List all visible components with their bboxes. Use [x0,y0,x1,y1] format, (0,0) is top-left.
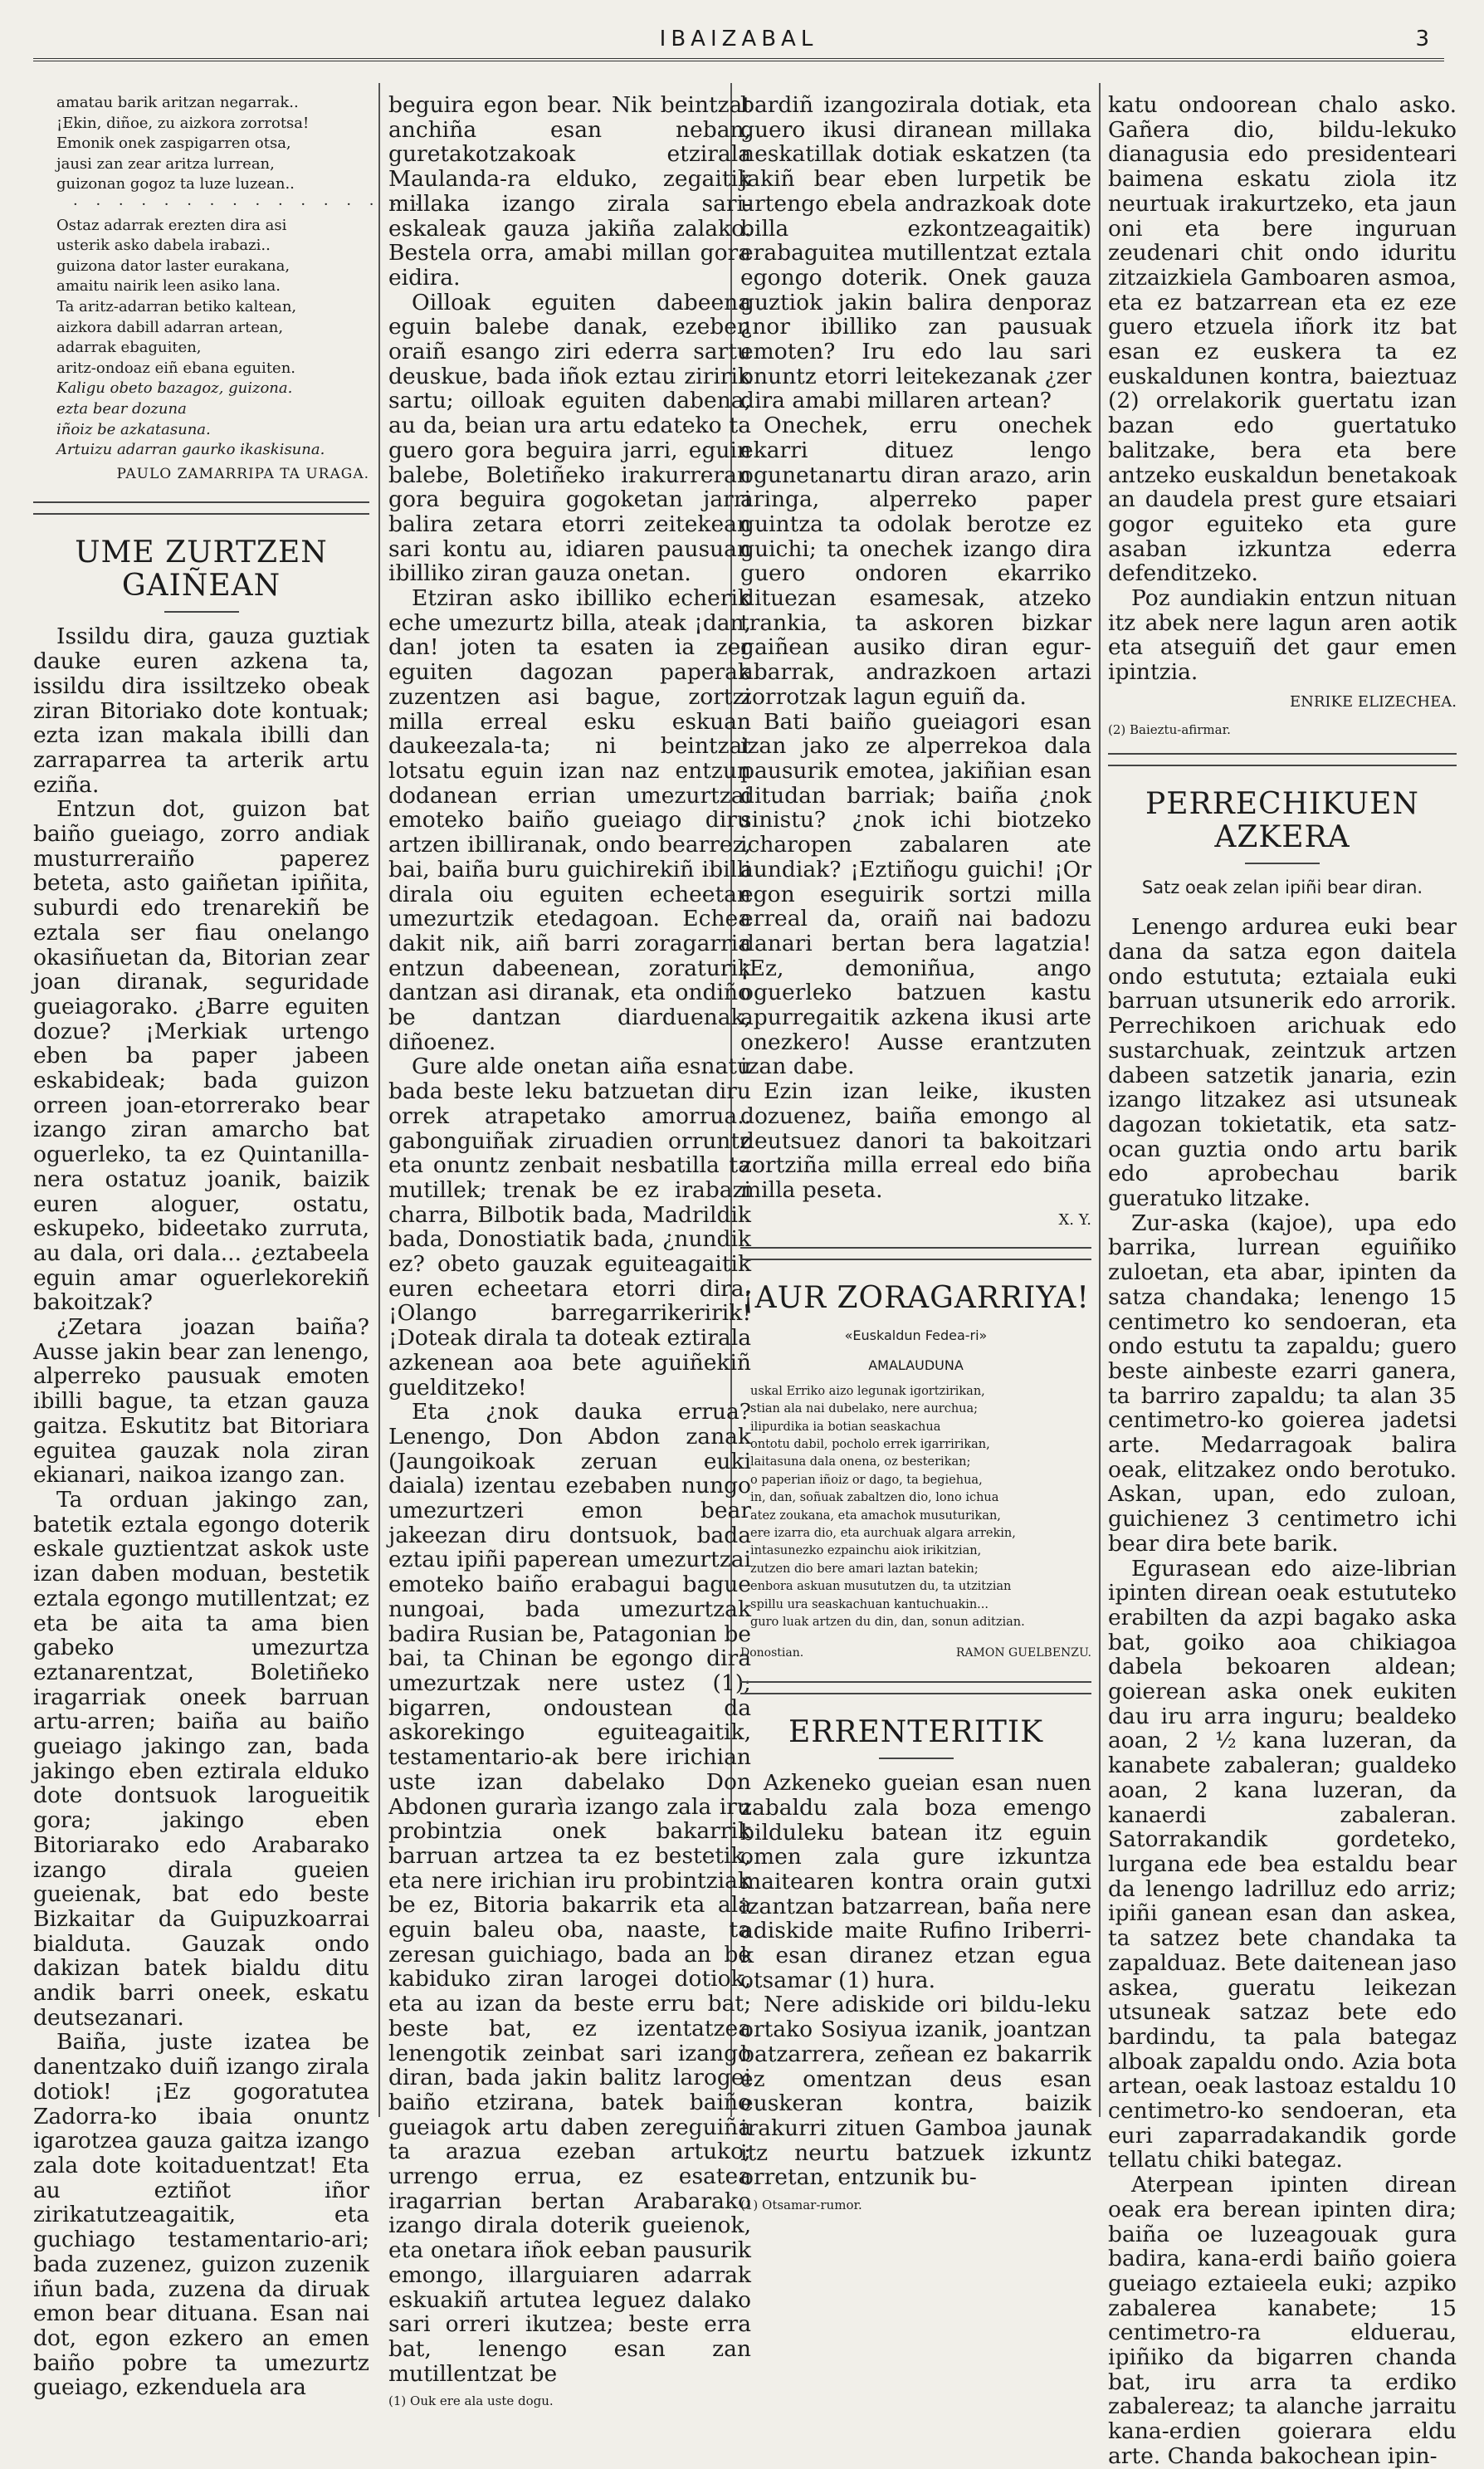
section-divider [740,1681,1091,1694]
title-rule [164,611,239,613]
poem-form: AMALAUDUNA [868,1357,964,1374]
dedication: «Euskaldun Fedea-ri» [844,1327,988,1344]
poem-line: Emonik onek zaspigarren otsa, [56,134,291,153]
footnote: (1) Ouk ere ala uste dogu. [388,2393,554,2409]
poem-line: guizona dator laster eurakana, [56,257,290,275]
paragraph: Lenengo ardurea euki bear dana da satza egon daitela ondo estututa; eztaiala euki barruan utsunerik edo arrorik. Perrechikoen arichuak edo sustarchuak, zeintzuk artzen dabeen satzetik janaria, ezin izango litzakez asi utsuneak dagozan tokietatik, eta satz-ocan guztia ondo artu barik edo aprobechau barik gueratuko litzake. [1108,914,1457,1212]
paragraph: Issildu dira, gauza guztiak dauke euren azkena ta, issildu dira issiltzeko obeak ziran Bitoriako dote kontuak; ezta izan makala ibilli dan zarraparrea ta arterik artu eziña. [33,623,369,798]
paragraph: Aterpean ipinten direan oeak era berean ipinten dira; baiña oe luzeagouak gura badira, kana-erdi baiño goiera gueiago eztaieela euki; azpiko zabalerea kanabete; 15 centimetro-ra elduerau, ipiñiko da bigarren chanda bat, iru arra ta erdiko zabalereaz; ta alanche jarraitu kana-erdien goierara eldu arte. Chanda bakochean ipin- [1108,2172,1457,2469]
paragraph: Ezin izan leike, ikusten dozuenez, baiña emongo al deutsuez danori ta bakoitzari zortziña milla erreal edo biña milla peseta. [740,1078,1091,1203]
paragraph: Onechek, erru onechek ekarri dituez lengo ogunetanartu diran arazo, arin aringa, alperreko paper guintza ta odolak berotze ez guichi; ta onechek izango dira guero ondoren ekarriko dituezan esamesak, atzeko trankia, ta askoren bizkar gaiñean ausiko diran egur-abarrak, andrazkoen artazi zorrotzak lagun eguiñ da. [740,413,1091,710]
column-1 [33,93,427,2401]
paragraph: Nere adiskide ori bildu-leku ortako Sosiyua izanik, joantzan batzarrera, zeñean ez bakarrik ez omentzan deus esan euskeran kontra, baizik irakurri zituen Gamboa jaunak itz neurtu batzuek izkuntz orretan, entzunik bu- [740,1992,1091,2191]
signature: ENRIKE ELIZECHEA. [1289,692,1457,711]
acrostic-poem [750,1383,1091,1632]
page-number: 3 [1415,27,1429,51]
poem-line: ere izarra dio, eta aurchuak algara arrekin, [750,1527,1016,1540]
column-divider [378,83,380,2117]
poem-line: stian ala nai dubelako, nere aurchua; [750,1402,979,1416]
newspaper-title: IBAIZABAL [659,27,818,51]
poem-line: aritz-ondoaz eiñ ebana eguiten. [56,359,296,377]
poem-signature: PAULO ZAMARRIPA TA URAGA. [116,465,369,482]
poem-line: aizkora dabill adarran artean, [56,318,284,336]
ellipsis-separator: · · · · · · · · · · · · · · · · [73,195,427,213]
paragraph: Entzun dot, guizon bat baiño gueiago, zorro andiak musturreraiño paperez beteta, asto gaiñetan ipiñita, suburdi edo trenarekiñ be eztala ser fiau onelango okasiñuetan da, Bitorian zear joan diranak, seguridade gueiagorako. ¿Barre eguiten dozue? ¡Merkiak urtengo eben ba paper jabeen eskabideak; bada guizon orreen joan-etorrerako bear izango ziran amarcho bat oguerleko, ta ez Quintanilla-nera ostatuz joanik, baizik euren aloguer, ostatu, eskupeko, bideetako zurruta, au dala, ori dala... ¿eztabeela eguin amar oguerlekorekiñ bakoitzak? [33,796,369,1316]
poem-line: Ta aritz-adarran betiko kaltean, [56,297,297,315]
article-title: UME ZURTZEN GAIÑEAN [75,535,328,604]
poem-line: jausi zan zear aritza lurrean, [56,154,275,173]
poem-title: ¡AUR ZORAGARRIYA! [742,1281,1090,1316]
poem-line: atez zoukana, eta amachok musuturikan, [750,1508,1001,1523]
poem-line: ¡Ekin, diñoe, zu aizkora zorrotsa! [56,114,310,132]
footnote: (1) Otsamar-rumor. [740,2198,862,2213]
poem-line: usterik asko dabela irabazi.. [56,237,271,255]
paragraph: katu ondoorean chalo asko. Gañera dio, bildu-lekuko dianagusia edo presidenteari baimena eskatu ziola itz neurtuak irakurtzeko, eta jaun oni eta bere inguruan zeudenari chit ondo iduritu zitzaizkiela Gamboaren asmoa, eta ez batzarrean eta ez eze guero etzuela iñork itz bat esan ez euskera ta ez euskaldunen kontra, baieztuaz (2) orrelakorik guertatu izan bazan edo guertatuko balitzake, bera eta bere antzeko euskaldun benetakoak an daudela prest gure etsaiari gogor eguiteko eta gure asaban izkuntza ederra defenditzeko. [1108,92,1457,587]
poem-line: ilipurdika ia botian seaskachua [750,1420,941,1434]
poem-line: spillu ura seaskachuan kantuchuakin... [750,1597,989,1611]
footnote: (2) Baieztu-afirmar. [1108,721,1231,737]
title-rule [1245,863,1320,864]
column-3 [740,92,1091,2213]
poem-line: iñoiz be azkatasuna. [56,420,211,438]
paragraph: Etziran asko ibilliko echerik eche umezurtz billa, ateak ¡dan, dan! joten ta esaten ia zer eguiten dagozan paperak zuzentzen asi bague, zortzi milla erreal esku eskuan daukeezala-ta; ni beintzat lotsatu eguin izan naz entzun dodanean errian umezurtzai emoteko baiño gueiago diru artzen ibilliranak, ondo bearrez, bai, baiña buru guichirekiñ ibilli dirala oiu eguiten echeetan umezurtzik etedagoan. Echea dakit nik, aiñ barri zoragarria entzun dabeenean, zoraturik dantzan asi diranak, eta ondiño be dantzan diarduenak, diñoenez. [388,585,751,1055]
poem-line: Artuizu adarran gaurko ikaskisuna. [56,441,325,459]
paragraph: Poz aundiakin entzun nituan itz abek nere lagun aren aotik eta atseguiñ det gaur emen ipintzia. [1108,585,1457,686]
poem-line: adarrak ebaguiten, [56,339,202,357]
paragraph: Egurasean edo aize-librian ipinten direan oeak estututeko erabilten da azpi bagako aska bat, goiko aoa chikiagoa dabela bekoaren aldean; goierean aska onek eukiten dau iru arra inguru; bealdeko aoan, 2 ½ kana luzeran, da kanabete zabaleran; gualdeko aoan, 2 kana luzeran, da kanaerdi zabaleran. Satorrakandik gordeteko, lurgana ede bea estaldu bear da lenengo ladrilluz edo arriz; ipiñi ganean esan dan askea, ta satzez bete chandaka ta zapalduaz. Bete daitenean jaso askea, gueratu leikezan utsuneak satzaz bete edo bardindu, ta pala bategaz alboak zapaldu ondo. Azia bota artean, oeak lastoaz estaldu 10 centimetro-ko sendoeran, eta euri zaparradakandik gorde tellatu chiki bategaz. [1108,1555,1457,2173]
poem-line: intasunezko ezpainchu aiok irikitzian, [750,1544,982,1558]
paragraph: beguira egon bear. Nik beintzat anchiña esan neban, guretakotzakoak etzirala Maulanda-ra elduko, zegaitik millaka izango zirala sari-eskaleak gauza jakiña zalako. Bestela orra, amabi millan gora eidira. [388,92,751,291]
article-title: PERRECHIKUEN AZKERA [1145,786,1419,854]
column-divider [1099,83,1101,2117]
poem-line: zutzen dio bere amari laztan batekin; [750,1562,979,1576]
paragraph: Oilloak eguiten dabeena eguin balebe danak, ezeben oraiñ esango ziri ederra sartu deuskue, bada iñok eztau ziririk sartu; oilloak eguiten dabena, au da, beian ura artu edateko ta guero gora beguira jarri, eguin balebe, Boletiñeko irakurreran gora beguira gogoketan jarri balira zetara etorri zeitekean sari kontu au, idiaren pausuan ibilliko ziran gauza onetan. [388,289,751,587]
title-rule [879,1758,954,1759]
poem-line: Kaligu obeto bazagoz, guizona. [56,379,293,398]
poem [56,93,427,461]
poem-line: in, dan, soñuak zabaltzen dio, lono ichua [750,1491,999,1505]
poem-line: guizonan gogoz ta luze luzean.. [56,175,295,193]
paragraph: Eta ¿nok dauka errua? Lenengo, Don Abdon zanak (Jaungoikoak zeruan euki daiala) izentau ezebaben nungo umezurtzeri emon bear jakeezan diru dontsuok, bada eztau ipiñi paperean umezurtzai emoteko baiño erabagui bague nungoai, bada umezurtzak badira Rusian be, Patagonian be bai, ta Chinan be egongo dira umezurtzak nere ustez (1); bigarren, ondoustean da askorekingo eguiteagaitik, testamentario-ak bere irichian uste izan dabelako Don Abdonen gurarìa izango zala iru probintzia onek bakarrik barruan artzea ta ez bestetik, eta nere irichian iru probintziak be ez, Bitoria bakarrik eta ala eguin baleu oba, naaste, ta zeresan guichiago, bada an be kabiduko ziran larogei dotiok, eta au izan da beste erru bat; beste bat, ez izentatzea lenengotik zeinbat sari izango diran, bada jakin balitz larogei baiño etzirana, batek baiño gueiagok artu daben zereguiña ta arazua ezeban artuko; urrengo errua, ez esatea iragarrian bertan Arabarako izango dirala doterik gueienok, eta onetara iñok eeban pausurik emongo, illarguiaren adarrak eskuakiñ artutea leguez dalako sari orreri ikutzea; beste erra bat, lenengo esan zan mutillentzat be [388,1399,751,2387]
masthead-rule [33,58,1444,61]
poem-place: Donostian. [740,1646,804,1660]
poem-credits [740,1641,1091,1666]
paragraph: bardiñ izangozirala dotiak, eta guero ikusi diranean millaka neskatillak dotiak eskatzen (ta jakiñ bear eben lurpetik be urtengo ebela andrazkoak dote billa ezkontzeagaitik) erabaguitea mutillentzat eztala egongo doterik. Onek gauza guztiok jakin balira denporaz ¿nor ibilliko zan pausuak emoten? Iru edo lau sari onuntz etorri leitekezanak ¿zer dira amabi millaren artean? [740,92,1091,414]
poem-line: ezta bear dozuna [56,399,187,418]
poem-line: enbora askuan musututzen du, ta utzitzian [750,1580,1012,1594]
masthead [33,23,1444,60]
section-divider [1108,753,1457,766]
poem-line: o paperian iñoiz or dago, ta begiehua, [750,1473,983,1487]
column-2 [388,92,751,2409]
poem-line: amatau barik aritzan negarrak.. [56,94,299,111]
column-4 [1108,92,1457,2469]
paragraph: ¿Zetara joazan baiña? Ausse jakin bear zan lenengo, alperreko pausuak emoten ibilli bague, ta etzan gauza gaitza. Eskutitz bat Bitoriara eguitea gauzak nola ziran ekianari, naikoa izango zan. [33,1314,369,1489]
signature: X. Y. [1058,1210,1091,1229]
poem-line: laitasuna dala onena, oz besterikan; [750,1455,971,1469]
section-divider [740,1247,1091,1260]
poem-author: RAMON GUELBENZU. [955,1646,1091,1660]
paragraph: Gure alde onetan aiña esnatu bada beste leku batzuetan diru orrek atrapetako amorrua.. gabonguiñak ziruadien orruntz eta onuntz zenbait nesbatilla ta mutillek; trenak be ez irabazi charra, Bilbotik bada, Madrildik bada, Donostiatik bada, ¿nundik ez? obeto gauzak eguiteagaitik euren echeetara etorri dira. ¡Olango barregarrikeririk! ¡Doteak dirala ta doteak eztirala azkenean aoa bete aguiñekiñ guelditzeko! [388,1054,751,1401]
article-title: ERRENTERITIK [788,1715,1043,1750]
poem-line: ontotu dabil, pocholo errek igarririkan, [750,1437,990,1451]
paragraph: Bati baiño gueiagori esan izan jako ze alperrekoa dala pausurik emotea, jakiñian esan ditudan barriak; baiña ¿nok sinistu? ¿nok ichi biotzeko icharopen zabalaren ate aundiak? ¡Eztiñogu guichi! ¡Or egon eseguirik sortzi milla erreal da, oraiñ nai badozu danari bertan bera lagatzia! ¡Ez, demoniñua, ango oguerleko batzuen kastu apurregaitik azkena ikusi arte onezkero! Ausse erantzuten izan dabe. [740,708,1091,1080]
poem-line: uskal Erriko aizo legunak igortzirikan, [750,1384,985,1398]
article-subtitle: Satz oeak zelan ipiñi bear diran. [1141,877,1423,897]
section-divider [33,501,369,515]
poem-line: Ostaz adarrak erezten dira asi [56,216,287,234]
paragraph: Baiña, juste izatea be danentzako duiñ izango zirala dotiok! ¡Ez gogoratutea Zadorra-ko ibaia onuntz igarotzea gauza gaitza izango zala dote koitaduentzat! Eta au eztiñot iñor zirikatutzeagaitik, eta guchiago testamentario-ari; bada zuzenez, guizon zuzenik iñun bada, zuzena da diruak emon bear dituana. Esan nai dot, egon ezkero an emen baiño pobre ta umezurtz gueiago, ezkenduela ara [33,2029,369,2401]
paragraph: Ta orduan jakingo zan, batetik eztala egongo doterik eskale guztientzat askok uste izan daben moduan, bestetik eztala egongo mutillentzat; ez eta be aita ta ama bien gabeko umezurtza eztanarentzat, Boletiñeko iragarriak oneek barruan artu-arren; baiña au baiño gueiago jakingo zan, bada jakingo eben eztirala elduko dote dontsuok larogueitik gora; jakingo eben Bitoriarako edo Arabarako izango dirala gueien gueienak, bat edo beste Bizkaitar da Guipuzkoarrai bialduta. Gauzak ondo dakizan batek bialdu ditu andik barri oneek, eskatu deutsezanari. [33,1487,369,2031]
paragraph: Azkeneko gueian esan nuen zabaldu zala boza emengo bilduleku batean itz eguin omen zala gure izkuntza maitearen kontra orain gutxi izantzan batzarrean, baña nere adiskide maite Rufino Iriberri-k esan diranez etzan egua otsamar (1) hura. [740,1770,1091,1993]
poem-line: amaitu nairik leen asiko lana. [56,277,281,296]
poem-line: guro luak artzen du din, dan, sonun aditzian. [750,1616,1025,1630]
paragraph: Zur-aska (kajoe), upa edo barrika, lurrean eguiñiko zuloetan, eta abar, ipinten da satza chandaka; lenengo 15 centimetro ko sendoeran, eta ondo estutu ta zapaldu; guero beste ainbeste ezarri ganera, ta barriro zapaldu; ta alan 35 centimetro-ko goierea jadetsi arte. Medarragoak balira oeak, elitzakez ondo berotuko. Askan, upan, edo zuloan, guichienez 3 centimetro ichi bear dira bete barik. [1108,1210,1457,1557]
